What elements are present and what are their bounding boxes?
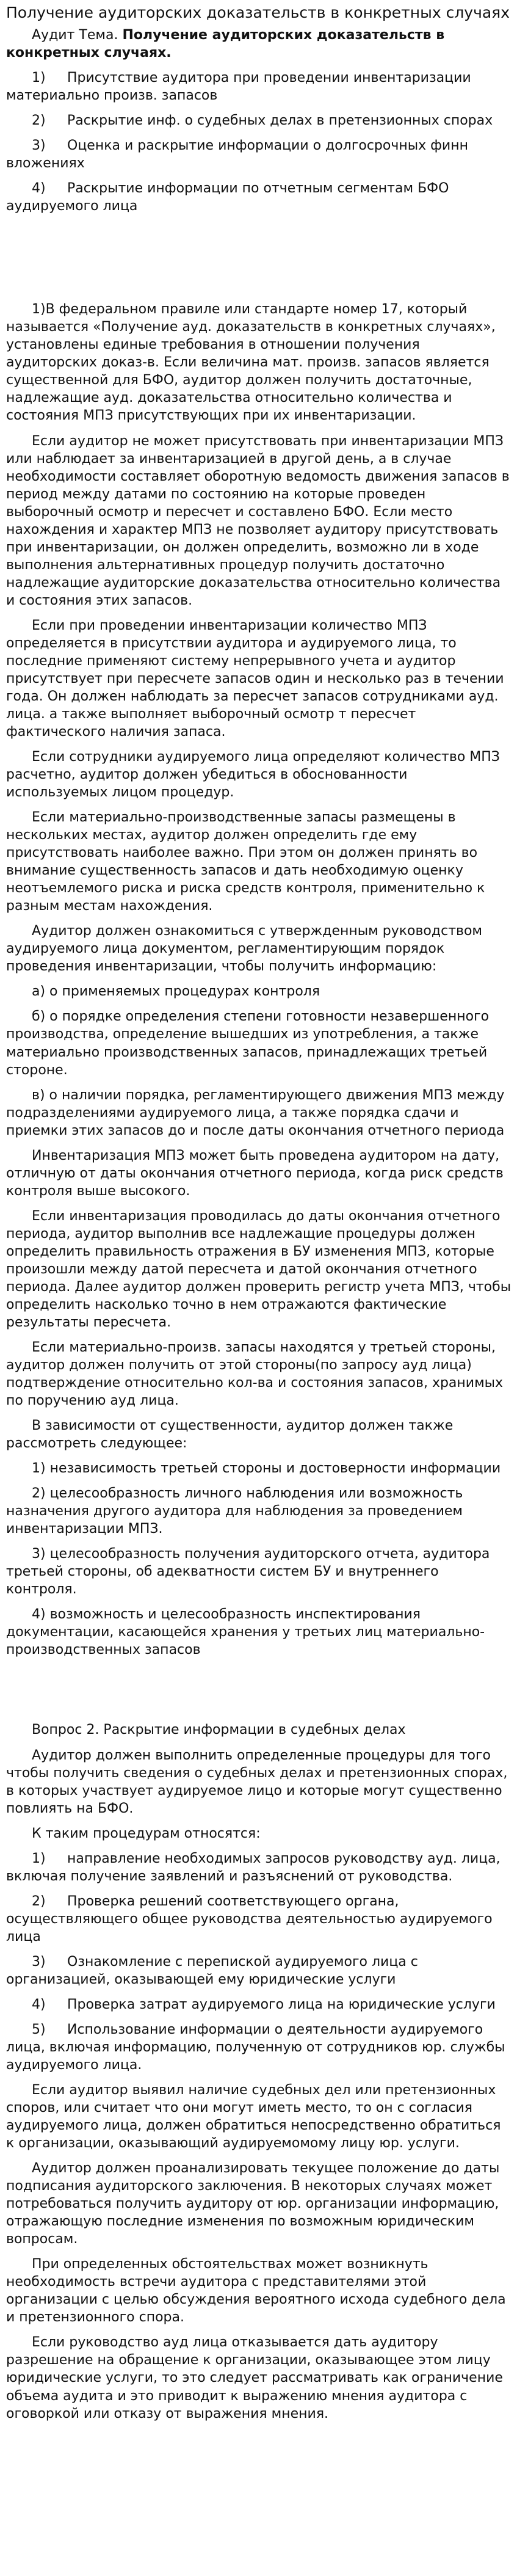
procedure-number: 4) <box>32 1996 46 2012</box>
paragraph: При определенных обстоятельствах может возникнуть необходимость встречи аудитора с представителями этой организации с целью обсуждения вероятного исхода судебного дела и претензионного спора. <box>6 2257 506 2326</box>
procedure-number: 3) <box>32 1954 46 1970</box>
section-2 <box>6 1721 512 2422</box>
list-item: а) о применяемых процедурах контроля <box>32 984 320 1000</box>
list-item: в) о наличии порядка, регламентирующего движения МПЗ между подразделениями аудируемого лица, а также порядка сдачи и приемки этих запасов до и после даты окончания отчетного периода <box>6 1087 505 1138</box>
blank-gap <box>6 1666 512 1721</box>
outline-item-text: Раскрытие информации по отчетным сегментам БФО аудируемого лица <box>6 181 449 214</box>
outline-item-number: 3) <box>32 138 46 154</box>
section-1 <box>6 300 512 1659</box>
paragraph: Инвентаризация МПЗ может быть проведена аудитором на дату, отличную от даты окончания отчетного периода, когда риск средств контроля выше высокого. <box>6 1148 504 1199</box>
paragraph: Аудитор должен проанализировать текущее положение до даты подписания аудиторского заключения. В некоторых случаях может потребоваться получить аудитору от юр. организации информацию, отражающую последние изменения по возможным юридическим вопросам. <box>6 2161 500 2247</box>
paragraph: К таким процедурам относятся: <box>32 1825 261 1841</box>
paragraph: Если аудитор не может присутствовать при инвентаризации МПЗ или наблюдает за инвентаризацией в другой день, а в случае необходимости составляет оборотную ведомость движения запасов в период между датами по состоянию на которые проведен выборочный осмотр и пересчет и составлено БФО. Если место нахождения и характер МПЗ не позволяет аудитору присутствовать при инвентаризации, он должен определить, возможно ли в ходе выполнения альтернативных процедур получить достаточно надлежащие аудиторские доказательства относительно количества и состояния этих запасов. <box>6 433 510 608</box>
outline-item-number: 2) <box>32 113 46 129</box>
paragraph: Если сотрудники аудируемого лица определяют количество МПЗ расчетно, аудитор должен убедиться в обоснованности используемых лицом процедур. <box>6 749 500 801</box>
procedure-item <box>6 1996 512 2014</box>
page-title: Получение аудиторских доказательств в конкретных случаях <box>6 4 510 21</box>
procedure-text: Использование информации о деятельности аудируемого лица, включая информацию, полученную от сотрудников юр. службы аудируемого лица. <box>6 2021 505 2073</box>
list-item: 3) целесообразность получения аудиторского отчета, аудитора третьей стороны, об адекватности систем БУ и внутреннего контроля. <box>6 1546 490 1598</box>
procedure-item <box>6 1953 512 1988</box>
blank-gap <box>6 222 512 300</box>
outline-item-number: 1) <box>32 70 46 86</box>
outline-item <box>6 137 512 172</box>
outline-item <box>6 69 512 104</box>
topic-prefix: Аудит Тема. <box>32 27 123 43</box>
procedure-text: Проверка затрат аудируемого лица на юридические услуги <box>67 1996 496 2012</box>
outline-list <box>6 69 512 215</box>
outline-item-text: Оценка и раскрытие информации о долгосрочных финн вложениях <box>6 138 468 172</box>
paragraph: Если материально-произв. запасы находятся у третьей стороны, аудитор должен получить от этой стороны(по запросу ауд лица) подтверждение относительно кол-ва и состояния запасов, хранимых по поручению ауд лица. <box>6 1339 504 1409</box>
outline-item-text: Раскрытие инф. о судебных делах в претензионных спорах <box>67 113 493 129</box>
list-item: б) о порядке определения степени готовности незавершенного производства, определение вышедших из употребления, а также материально производственных запасов, принадлежащих третьей стороне. <box>6 1009 490 1078</box>
procedure-item <box>6 1893 512 1946</box>
paragraph: Если руководство ауд лица отказывается дать аудитору разрешение на обращение к организации, оказывающее этом лицу юридические услуги, то это следует рассматривать как ограничение объема аудита и это приводит к выражению мнения аудитора с оговоркой или отказу от выражения мнения. <box>6 2335 503 2421</box>
paragraph: Если аудитор выявил наличие судебных дел или претензионных споров, или считает что они могут иметь место, то он с согласия аудируемого лица, должен обратиться непосредственно обратиться к организации, оказывающий аудируемомому лицу юр. услуги. <box>6 2083 501 2152</box>
paragraph: 1)В федеральном правиле или стандарте номер 17, который называется «Получение ауд. доказательств в конкретных случаях», установлены единые требования в отношении получения аудиторских доказ-в. Если величина мат. произв. запасов является существенной для БФО, аудитор должен получить достаточные, надлежащие ауд. доказательства относительно количества и состояния МПЗ присутствующих при их инвентаризации. <box>6 302 496 424</box>
outline-item-number: 4) <box>32 181 46 197</box>
procedure-item <box>6 1850 512 1885</box>
outline-item <box>6 112 512 129</box>
topic-bold: Получение аудиторских доказательств в конкретных случаях. <box>6 27 445 61</box>
procedure-text: Ознакомление с перепиской аудируемого лица с организацией, оказывающей ему юридические услуги <box>6 1954 418 1987</box>
procedure-number: 1) <box>32 1850 46 1866</box>
paragraph: В зависимости от существенности, аудитор должен также рассмотреть следующее: <box>6 1418 454 1452</box>
procedure-item <box>6 2021 512 2074</box>
paragraph: Аудитор должен ознакомиться с утвержденным руководством аудируемого лица документом, регламентирующим порядок проведения инвентаризации, чтобы получить информацию: <box>6 923 483 975</box>
paragraph: Аудитор должен выполнить определенные процедуры для того чтобы получить сведения о судебных делах и претензионных спорах, в которых участвует аудируемое лицо и которые могут существенно повлиять на БФО. <box>6 1747 508 1816</box>
section-heading: Вопрос 2. Раскрытие информации в судебных делах <box>32 1722 406 1738</box>
paragraph: Если инвентаризация проводилась до даты окончания отчетного периода, аудитор выполнив все надлежащие процедуры должен определить правильность отражения в БУ изменения МПЗ, которые произошли между датой пересчета и датой окончания отчетного периода. Далее аудитор должен проверить регистр учета МПЗ, чтобы определить насколько точно в нем отражаются фактические результаты пересчета. <box>6 1208 512 1330</box>
outline-item-text: Присутствие аудитора при проведении инвентаризации материально произв. запасов <box>6 70 471 104</box>
procedure-text: Проверка решений соответствующего органа, осуществляющего общее руководства деятельностью аудируемого лица <box>6 1893 493 1945</box>
topic-line <box>6 26 512 62</box>
list-item: 4) возможность и целесообразность инспектирования документации, касающейся хранения у третьих лиц материально-производственных запасов <box>6 1607 485 1658</box>
procedure-number: 5) <box>32 2021 46 2037</box>
procedure-number: 2) <box>32 1893 46 1909</box>
paragraph: Если при проведении инвентаризации количество МПЗ определяется в присутствии аудитора и аудируемого лица, то последние применяют систему непрерывного учета и аудитор присутствует при пересчете запасов один и несколько раз в течении года. Он должен наблюдать за пересчет запасов сотрудниками ауд. лица. а также выполняет выборочный осмотр т пересчет фактического наличия запаса. <box>6 617 504 740</box>
list-item: 1) независимость третьей стороны и достоверности информации <box>32 1461 501 1477</box>
list-item: 2) целесообразность личного наблюдения или возможность назначения другого аудитора для наблюдения за проведением инвентаризации МПЗ. <box>6 1486 463 1537</box>
paragraph: Если материально-производственные запасы размещены в нескольких местах, аудитор должен определить где ему присутствовать наиболее важно. При этом он должен принять во внимание существенность запасов и дать необходимую оценку неотъемлемого риска и риска средств контроля, применительно к разным местам нахождения. <box>6 810 485 914</box>
procedure-text: направление необходимых запросов руководству ауд. лица, включая получение заявлений и разъяснений от руководства. <box>6 1850 501 1884</box>
outline-item <box>6 180 512 215</box>
